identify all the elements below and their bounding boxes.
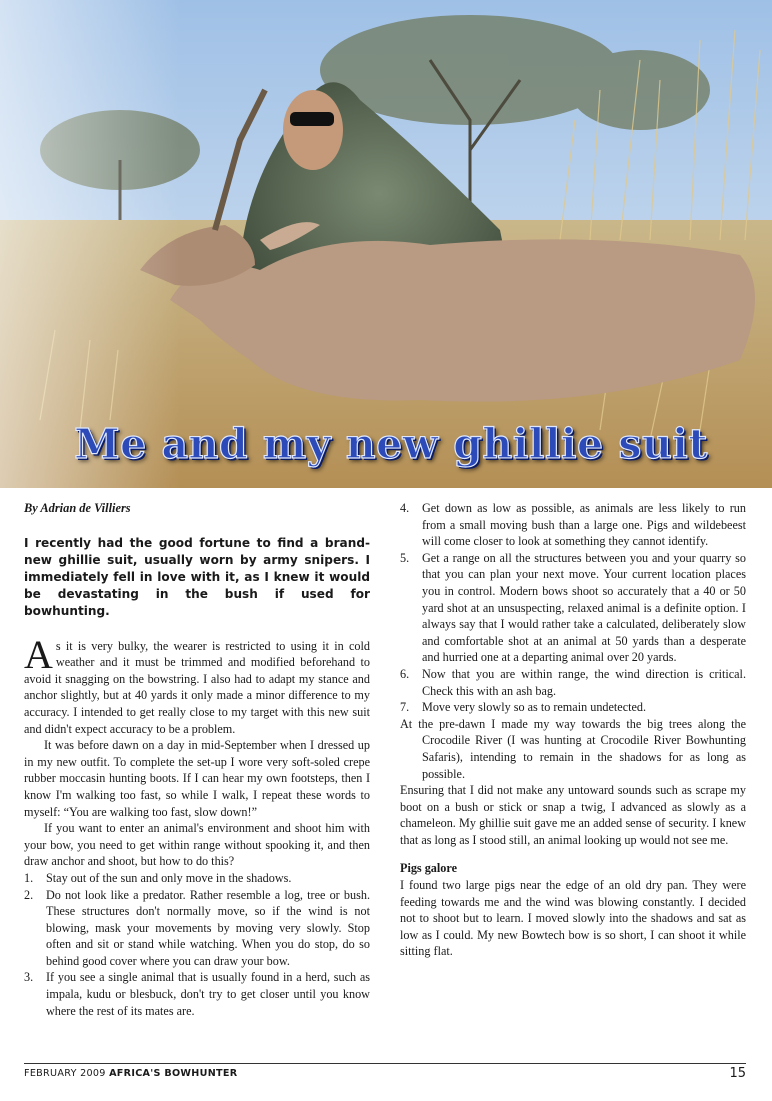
page-number: 15 bbox=[729, 1066, 746, 1081]
list-number: 4. bbox=[400, 501, 410, 515]
list-item bbox=[24, 969, 370, 1019]
list-item bbox=[400, 550, 746, 666]
body-paragraph: I found two large pigs near the edge of an old dry pan. They were feeding towards me and the wind was blowing constantly. I decided not to shoot but to learn. I moved slowly into the shadows and sat as low as I could. My new Bowtech bow is so short, I can shoot it while sitting flat. bbox=[400, 878, 746, 959]
list-item bbox=[400, 500, 746, 550]
byline: By Adrian de Villiers bbox=[24, 501, 131, 515]
list-item bbox=[24, 870, 370, 887]
list-text: Get a range on all the structures between you and your quarry so that you can plan your next move. Your current location places you in control. Modern bows shoot so accurately that a 40 or 50 yard shot at an unsuspecting, relaxed animal is a definite option. I always say that I would rather take a calculated, deliberately slow and comfortable shot at an animal at 50 yards than a desperate and hurried one at a departing animal over 20 yards. bbox=[422, 550, 746, 665]
body-paragraph: Ensuring that I did not make any untoward sounds such as scrape my boot on a bush or stick or snap a twig, I advanced as slowly as a chameleon. My ghillie suit gave me an added sense of security. I knew that as long as I stood still, an animal looking up would not see me. bbox=[400, 783, 746, 847]
tips-list-continued bbox=[400, 500, 746, 716]
list-number: 3. bbox=[24, 970, 34, 985]
list-text: Do not look like a predator. Rather resemble a log, tree or bush. These structures don't normally move, so if the wind is not blowing, mask your movements by moving very slowly. Stop often and sit or stand while watching. When you do stop, do so behind good cover where you can draw your bow. bbox=[46, 887, 370, 968]
intro-paragraph: I recently had the good fortune to find a brand-new ghillie suit, usually worn by army snipers. I immediately fell in love with it, as I knew it would be devastating in the bush if used for bowhunting. bbox=[24, 535, 370, 618]
body-paragraph: It was before dawn on a day in mid-September when I dressed up in my new outfit. To complete the set-up I wore very soft-soled crepe rubber moccasin hunting boots. If I can hear my own footsteps, then I know I'm walking too fast, so while I walk, I repeat these words to myself: “You are walking too fast, slow down!” bbox=[24, 738, 370, 819]
body-paragraph: As it is very bulky, the wearer is restricted to using it in cold weather and it must be trimmed and modified beforehand to avoid it snagging on the bowstring. I also had to adapt my stance and anchor slightly, but at 40 yards it only made a minor difference to my accuracy. I intended to get really close to my target with this new suit and didn't expect accuracy to be a problem. bbox=[24, 631, 370, 736]
issue-date: FEBRUARY 2009 bbox=[24, 1068, 106, 1079]
left-column bbox=[24, 500, 370, 1019]
list-number: 7. bbox=[400, 700, 410, 715]
list-text: Now that you are within range, the wind direction is critical. Check this with an ash bag. bbox=[422, 666, 746, 698]
list-item bbox=[400, 666, 746, 699]
list-text: If you see a single animal that is usually found in a herd, such as impala, kudu or blesbuck, don't try to get closer until you know where the rest of its mates are. bbox=[46, 970, 370, 1018]
section-subheading: Pigs galore bbox=[400, 861, 457, 876]
list-number: 1. bbox=[24, 870, 34, 885]
list-number: 2. bbox=[24, 887, 34, 902]
list-text: Stay out of the sun and only move in the shadows. bbox=[46, 870, 292, 885]
magazine-name: AFRICA'S BOWHUNTER bbox=[109, 1068, 238, 1079]
list-number: 5. bbox=[400, 550, 410, 565]
tips-list bbox=[24, 870, 370, 1019]
list-text: Get down as low as possible, as animals are less likely to run from a small moving bush than a large one. Pigs and wildebeest will come closer to look at something they cannot identify. bbox=[422, 501, 746, 549]
page-footer bbox=[24, 1063, 746, 1084]
body-paragraph: If you want to enter an animal's environment and shoot him with your bow, you need to get within range without spooking it, and then draw anchor and shoot, but how to do this? bbox=[24, 821, 370, 869]
right-column bbox=[400, 500, 746, 960]
body-paragraph: At the pre-dawn I made my way towards the big trees along the Crocodile River (I was hunting at Crocodile River Bowhunting Safaris), intending to remain in the shadows for as long as possible. bbox=[400, 716, 746, 781]
list-item bbox=[24, 887, 370, 970]
hero-photo bbox=[0, 0, 772, 488]
list-number: 6. bbox=[400, 666, 410, 681]
list-item bbox=[400, 699, 746, 716]
list-text: Move very slowly so as to remain undetected. bbox=[422, 700, 647, 715]
footer-issue bbox=[24, 1068, 237, 1079]
article-title: Me and my new ghillie suit bbox=[74, 420, 708, 468]
